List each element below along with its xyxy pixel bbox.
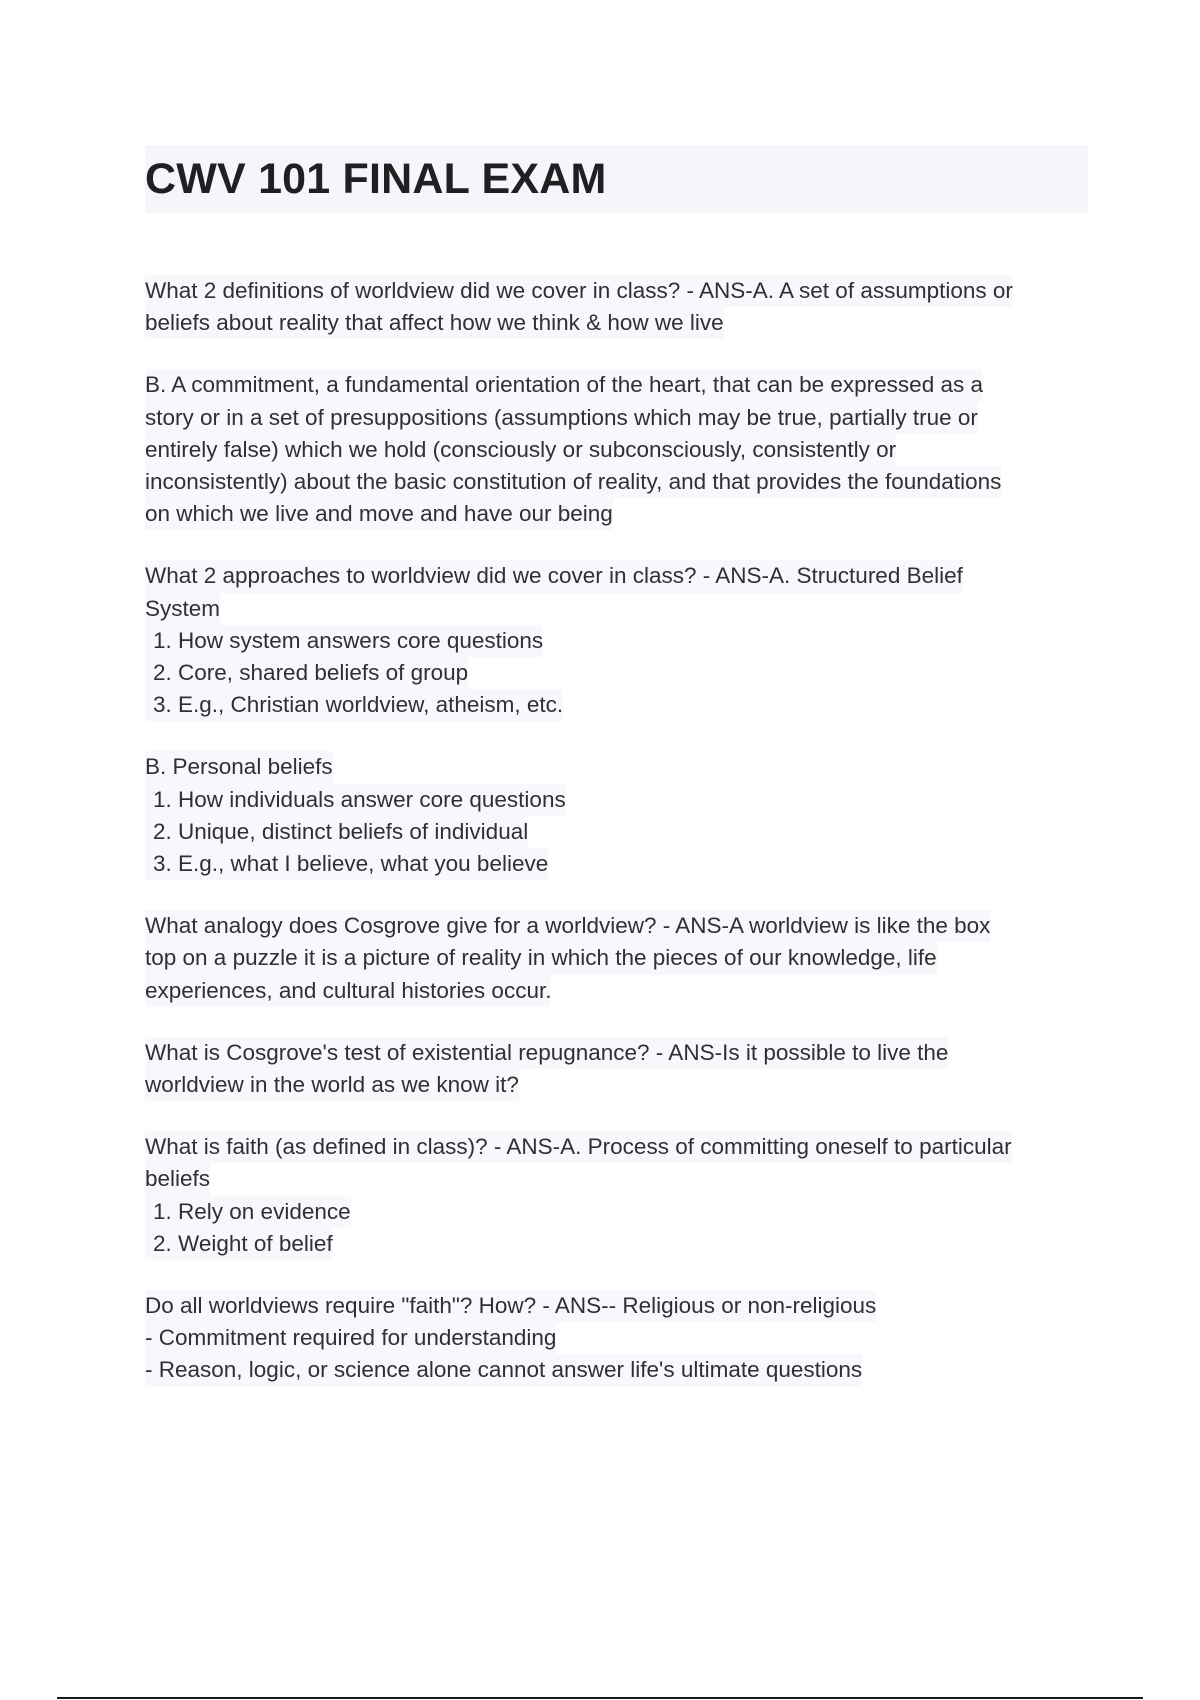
text-line: entirely false) which we hold (consciously or subconsciously, consistently or xyxy=(145,434,896,466)
page-title: CWV 101 FINAL EXAM xyxy=(145,154,607,203)
text-line: inconsistently) about the basic constitution of reality, and that provides the foundations xyxy=(145,466,1001,498)
qa-block xyxy=(145,275,1088,339)
list-item: 3. E.g., Christian worldview, atheism, etc. xyxy=(145,689,563,721)
list-item: 2. Unique, distinct beliefs of individual xyxy=(145,816,528,848)
text-line: System xyxy=(145,593,220,625)
qa-block xyxy=(145,1037,1088,1101)
text-line: experiences, and cultural histories occur. xyxy=(145,975,551,1007)
list-item: - Commitment required for understanding xyxy=(145,1322,556,1354)
document-page xyxy=(145,145,1088,1417)
qa-block xyxy=(145,751,1088,880)
qa-block xyxy=(145,560,1088,721)
title-banner xyxy=(145,145,1088,213)
text-line: What 2 definitions of worldview did we cover in class? - ANS-A. A set of assumptions or xyxy=(145,275,1013,307)
document-body xyxy=(145,275,1088,1387)
text-line: beliefs about reality that affect how we think & how we live xyxy=(145,307,724,339)
text-line: worldview in the world as we know it? xyxy=(145,1069,519,1101)
text-line: Do all worldviews require "faith"? How? - ANS-- Religious or non-religious xyxy=(145,1290,876,1322)
text-line: beliefs xyxy=(145,1163,210,1195)
qa-block xyxy=(145,369,1088,530)
text-line: B. Personal beliefs xyxy=(145,751,333,783)
text-line: What is faith (as defined in class)? - ANS-A. Process of committing oneself to particular xyxy=(145,1131,1012,1163)
list-item: - Reason, logic, or science alone cannot answer life's ultimate questions xyxy=(145,1354,862,1386)
text-line: What analogy does Cosgrove give for a worldview? - ANS-A worldview is like the box xyxy=(145,910,990,942)
list-item: 1. How system answers core questions xyxy=(145,625,543,657)
list-item: 1. Rely on evidence xyxy=(145,1196,351,1228)
text-line: What is Cosgrove's test of existential repugnance? - ANS-Is it possible to live the xyxy=(145,1037,948,1069)
text-line: story or in a set of presuppositions (assumptions which may be true, partially true or xyxy=(145,402,978,434)
page-bottom-divider xyxy=(57,1697,1143,1699)
qa-block xyxy=(145,1290,1088,1387)
qa-block xyxy=(145,1131,1088,1260)
text-line: B. A commitment, a fundamental orientation of the heart, that can be expressed as a xyxy=(145,369,983,401)
list-item: 2. Weight of belief xyxy=(145,1228,333,1260)
qa-block xyxy=(145,910,1088,1007)
text-line: top on a puzzle it is a picture of reality in which the pieces of our knowledge, life xyxy=(145,942,937,974)
text-line: What 2 approaches to worldview did we cover in class? - ANS-A. Structured Belief xyxy=(145,560,963,592)
text-line: on which we live and move and have our being xyxy=(145,498,613,530)
list-item: 1. How individuals answer core questions xyxy=(145,784,566,816)
list-item: 2. Core, shared beliefs of group xyxy=(145,657,468,689)
list-item: 3. E.g., what I believe, what you believe xyxy=(145,848,548,880)
